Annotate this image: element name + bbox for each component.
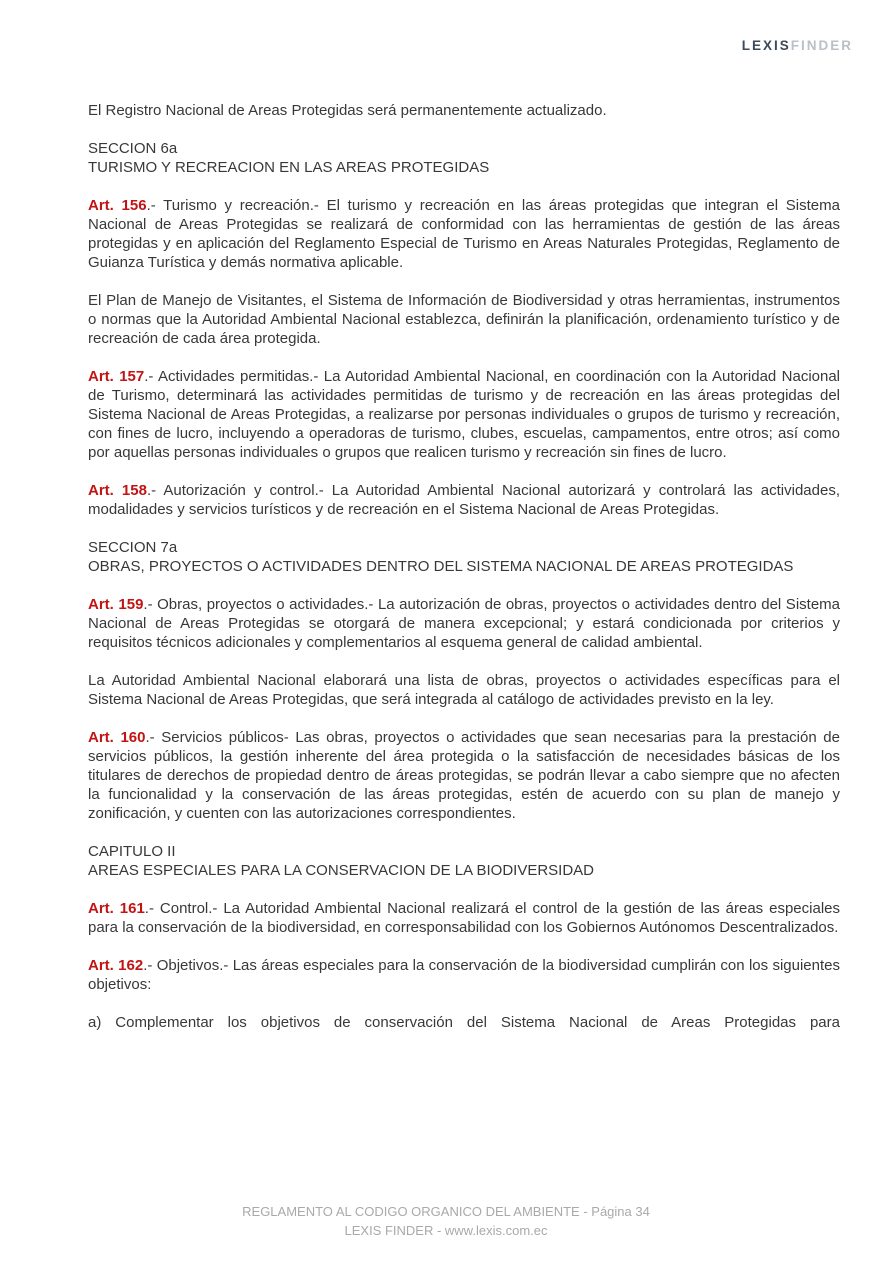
heading-line: OBRAS, PROYECTOS O ACTIVIDADES DENTRO DEL SISTEMA NACIONAL DE AREAS PROTEGIDAS — [88, 558, 794, 575]
article-number: Art. 158 — [88, 482, 147, 499]
document-body — [88, 101, 840, 1051]
body-paragraph: El Registro Nacional de Areas Protegidas será permanentemente actualizado. — [88, 102, 607, 119]
article-number: Art. 157 — [88, 368, 145, 385]
page-footer — [0, 1202, 892, 1240]
footer-document-title: REGLAMENTO AL CODIGO ORGANICO DEL AMBIENTE - Página 34 — [242, 1204, 650, 1219]
body-paragraph: La Autoridad Ambiental Nacional elaborará una lista de obras, proyectos o actividades específicas para el Sistema Nacional de Areas Protegidas, que será integrada al catálogo de actividades previsto en la ley. — [88, 672, 840, 708]
section-heading — [88, 139, 840, 177]
heading-line: TURISMO Y RECREACION EN LAS AREAS PROTEGIDAS — [88, 159, 490, 176]
article-paragraph: Art. 156.- Turismo y recreación.- El turismo y recreación en las áreas protegidas que integran el Sistema Nacional de Areas Protegidas se realizará de conformidad con las herramientas de gestión de las áreas protegidas y en aplicación del Reglamento Especial de Turismo en Areas Naturales Protegidas, Reglamento de Guianza Turística y demás normativa aplicable. — [88, 197, 840, 271]
body-paragraph: a) Complementar los objetivos de conservación del Sistema Nacional de Areas Protegidas para — [88, 1014, 840, 1031]
article-number: Art. 159 — [88, 596, 144, 613]
article-paragraph: Art. 160.- Servicios públicos- Las obras, proyectos o actividades que sean necesarias para la prestación de servicios públicos, la gestión inherente del área protegida o la satisfacción de necesidades básicas de los titulares de derechos de propiedad dentro de áreas protegidas, se podrán llevar a cabo siempre que no afecten la funcionalidad y la conservación de las áreas protegidas, estén de acuerdo con su plan de manejo y zonificación, y cuenten con las autorizaciones correspondientes. — [88, 729, 840, 822]
heading-line: SECCION 7a — [88, 539, 178, 556]
article-paragraph: Art. 159.- Obras, proyectos o actividades.- La autorización de obras, proyectos o actividades dentro del Sistema Nacional de Areas Protegidas se otorgará de manera excepcional; y estará condicionada por criterios y requisitos técnicos adicionales y complementarios al esquema general de calidad ambiental. — [88, 596, 840, 651]
section-heading — [88, 842, 840, 880]
footer-source: LEXIS FINDER - www.lexis.com.ec — [344, 1223, 548, 1238]
lexisfinder-logo — [742, 38, 853, 53]
logo-text-finder: FINDER — [790, 38, 853, 53]
article-number: Art. 160 — [88, 729, 146, 746]
article-paragraph: Art. 158.- Autorización y control.- La Autoridad Ambiental Nacional autorizará y controlará las actividades, modalidades y servicios turísticos y de recreación en el Sistema Nacional de Areas Protegidas. — [88, 482, 840, 518]
article-number: Art. 156 — [88, 197, 147, 214]
section-heading — [88, 538, 840, 576]
heading-line: SECCION 6a — [88, 140, 178, 157]
article-paragraph: Art. 157.- Actividades permitidas.- La Autoridad Ambiental Nacional, en coordinación con la Autoridad Nacional de Turismo, determinará las actividades permitidas de turismo y de recreación en las áreas protegidas del Sistema Nacional de Areas Protegidas, a realizarse por personas individuales o grupos de turismo y recreación, con fines de lucro, incluyendo a operadoras de turismo, clubes, escuelas, campamentos, entre otros; así como por aquellas personas individuales o grupos que realicen turismo y recreación sin fines de lucro. — [88, 368, 841, 461]
article-number: Art. 161 — [88, 900, 145, 917]
body-paragraph: El Plan de Manejo de Visitantes, el Sistema de Información de Biodiversidad y otras herramientas, instrumentos o normas que la Autoridad Ambiental Nacional establezca, definirán la planificación, ordenamiento turístico y de recreación de cada área protegida. — [88, 292, 840, 347]
article-number: Art. 162 — [88, 957, 144, 974]
heading-line: CAPITULO II — [88, 843, 176, 860]
logo-text-lexis: LEXIS — [741, 38, 791, 53]
article-paragraph: Art. 162.- Objetivos.- Las áreas especiales para la conservación de la biodiversidad cumplirán con los siguientes objetivos: — [88, 957, 840, 993]
article-paragraph: Art. 161.- Control.- La Autoridad Ambiental Nacional realizará el control de la gestión de las áreas especiales para la conservación de la biodiversidad, en corresponsabilidad con los Gobiernos Autónomos Descentralizados. — [88, 900, 840, 936]
heading-line: AREAS ESPECIALES PARA LA CONSERVACION DE LA BIODIVERSIDAD — [88, 862, 595, 879]
